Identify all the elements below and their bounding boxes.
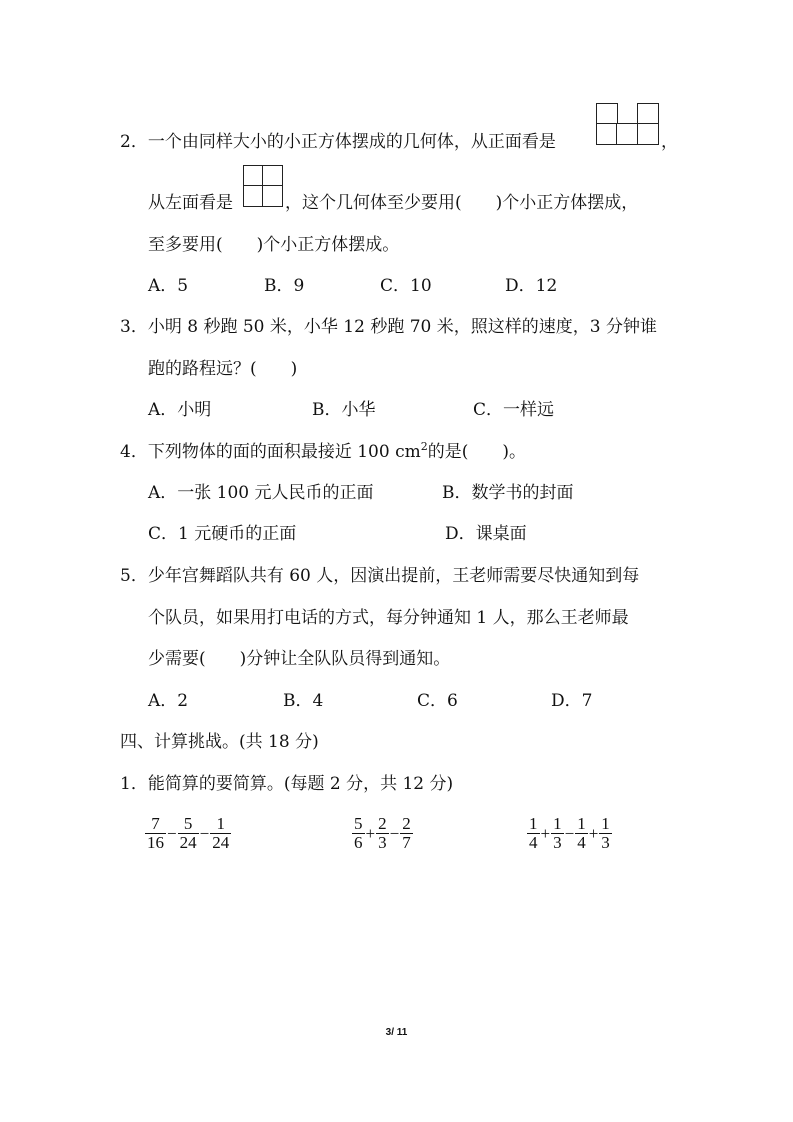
q3-number: 3． [120,317,148,337]
q3-option-c: C．一样远 [473,400,555,420]
fraction: $\frac{2}{7}$ [402,814,411,852]
operator: − [389,823,400,843]
q2-line1 [120,131,556,153]
q4-number: 4． [120,442,148,462]
q4-option-d: D．课桌面 [445,524,527,544]
q4-option-c: C．1 元硬币的正面 [148,524,297,544]
fraction: $\frac{1}{3}$ [553,814,562,852]
fraction: $\frac{1}{4}$ [577,814,586,852]
operator: + [540,823,551,843]
operator: − [199,823,210,843]
q2-text-3: 至多要用( )个小正方体摆成。 [148,235,400,255]
q2-number: 2． [120,132,148,152]
q5-line1 [120,565,639,587]
q2-comma: ， [661,132,678,152]
section-4-title: 四、计算挑战。(共 18 分) [120,732,319,752]
q4-line1 [120,441,526,463]
calc-expression-3 [527,815,612,852]
q2-line2 [148,192,233,214]
fraction: $\frac{1}{24}$ [212,814,230,852]
q4-superscript: 2 [420,440,428,453]
calc-expression-1 [145,815,231,852]
q3-text-2: 跑的路程远？( ) [148,359,298,379]
q5-number: 5． [120,566,148,586]
operator: − [564,823,575,843]
q5-option-d: D．7 [551,691,593,711]
q3-option-b: B．小华 [312,400,376,420]
calc-expression-2 [352,815,413,852]
q5-option-c: C．6 [417,691,458,711]
q5-option-a: A．2 [148,691,189,711]
q2-text-2b: ，这个几何体至少要用( )个小正方体摆成， [285,193,639,213]
fraction: $\frac{5}{24}$ [179,814,197,852]
page-number: 3/ 11 [385,1027,408,1038]
q4-option-b: B．数学书的封面 [442,483,574,503]
section-4-subtitle: 1．能简算的要简算。(每题 2 分，共 12 分) [120,774,454,794]
fraction: $\frac{5}{6}$ [354,814,363,852]
q2-text-1: 一个由同样大小的小正方体摆成的几何体，从正面看是 [147,132,556,152]
operator: − [167,823,177,843]
fraction: $\frac{2}{3}$ [378,814,387,852]
fraction: $\frac{1}{3}$ [601,814,610,852]
q5-text-3: 少需要( )分钟让全队队员得到通知。 [148,649,451,669]
q2-option-a: A．5 [148,276,189,296]
operator: + [588,823,599,843]
q4-text-pre: 下列物体的面的面积最接近 100 cm [147,442,421,462]
q2-option-c: C．10 [380,276,432,296]
q5-text-1: 少年宫舞蹈队共有 60 人，因演出提前，王老师需要尽快通知到每 [147,566,640,586]
q5-text-2: 个队员，如果用打电话的方式，每分钟通知 1 人，那么王老师最 [148,608,629,628]
q2-option-d: D．12 [505,276,558,296]
q4-text-post: 的是( )。 [427,442,526,462]
q3-option-a: A．小明 [148,400,212,420]
q3-line1 [120,316,657,338]
q2-option-b: B．9 [264,276,305,296]
q4-option-a: A．一张 100 元人民币的正面 [148,483,374,503]
front-view-figure [596,103,659,145]
fraction: $\frac{7}{16}$ [147,814,164,852]
fraction: $\frac{1}{4}$ [529,814,538,852]
q2-text-2a: 从左面看是 [148,193,233,213]
left-view-figure [243,165,283,207]
operator: + [365,823,376,843]
q3-text-1: 小明 8 秒跑 50 米，小华 12 秒跑 70 米，照这样的速度，3 分钟谁 [147,317,657,337]
q5-option-b: B．4 [283,691,324,711]
